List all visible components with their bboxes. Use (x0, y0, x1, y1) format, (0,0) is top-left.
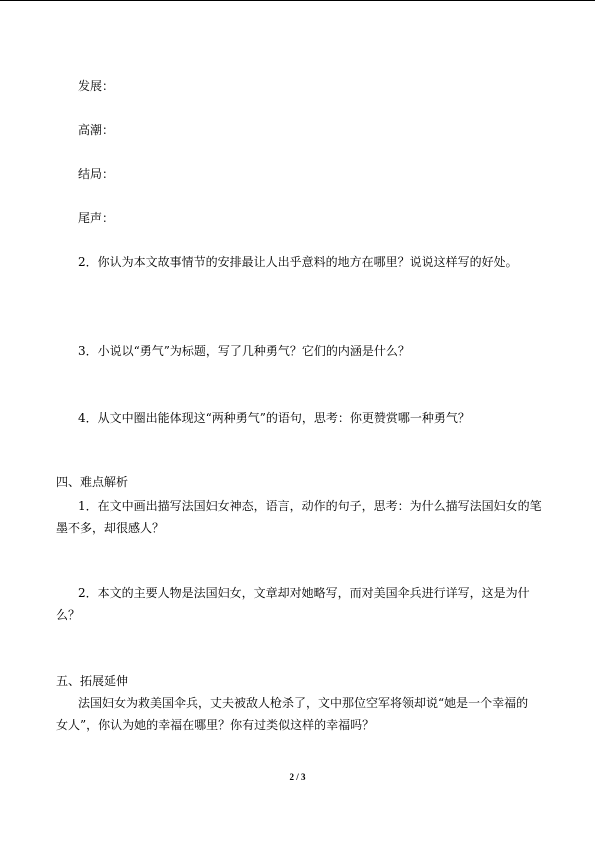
section-five-heading: 五、拓展延伸 (56, 674, 129, 688)
plot-item-development: 发展： (78, 79, 115, 93)
difficulty-question-2-line-2: 么？ (56, 608, 81, 622)
question-2: 2．你认为本文故事情节的安排最让人出乎意料的地方在哪里？说说这样写的好处。 (78, 255, 518, 269)
extension-line-2: 女人”，你认为她的幸福在哪里？你有过类似这样的幸福吗？ (56, 718, 375, 732)
plot-item-epilogue: 尾声： (78, 211, 115, 225)
plot-item-climax: 高潮： (78, 123, 115, 137)
top-rule (0, 0, 595, 1)
page-number: 2 / 3 (289, 772, 306, 782)
plot-item-ending: 结局： (78, 167, 115, 181)
difficulty-question-2-line-1: 2．本文的主要人物是法国妇女，文章却对她略写，而对美国伞兵进行详写，这是为什 (78, 586, 530, 600)
question-3: 3．小说以“勇气”为标题，写了几种勇气？它们的内涵是什么？ (78, 344, 410, 358)
question-4: 4．从文中圈出能体现这“两种勇气”的语句，思考：你更赞赏哪一种勇气？ (78, 411, 470, 425)
extension-line-1: 法国妇女为救美国伞兵，丈夫被敌人枪杀了，文中那位空军将领却说“她是一个幸福的 (78, 696, 529, 710)
difficulty-question-1-line-1: 1．在文中画出描写法国妇女神态，语言，动作的句子，思考：为什么描写法国妇女的笔 (78, 499, 542, 513)
section-four-heading: 四、难点解析 (56, 475, 129, 489)
difficulty-question-1-line-2: 墨不多，却很感人？ (56, 521, 165, 535)
